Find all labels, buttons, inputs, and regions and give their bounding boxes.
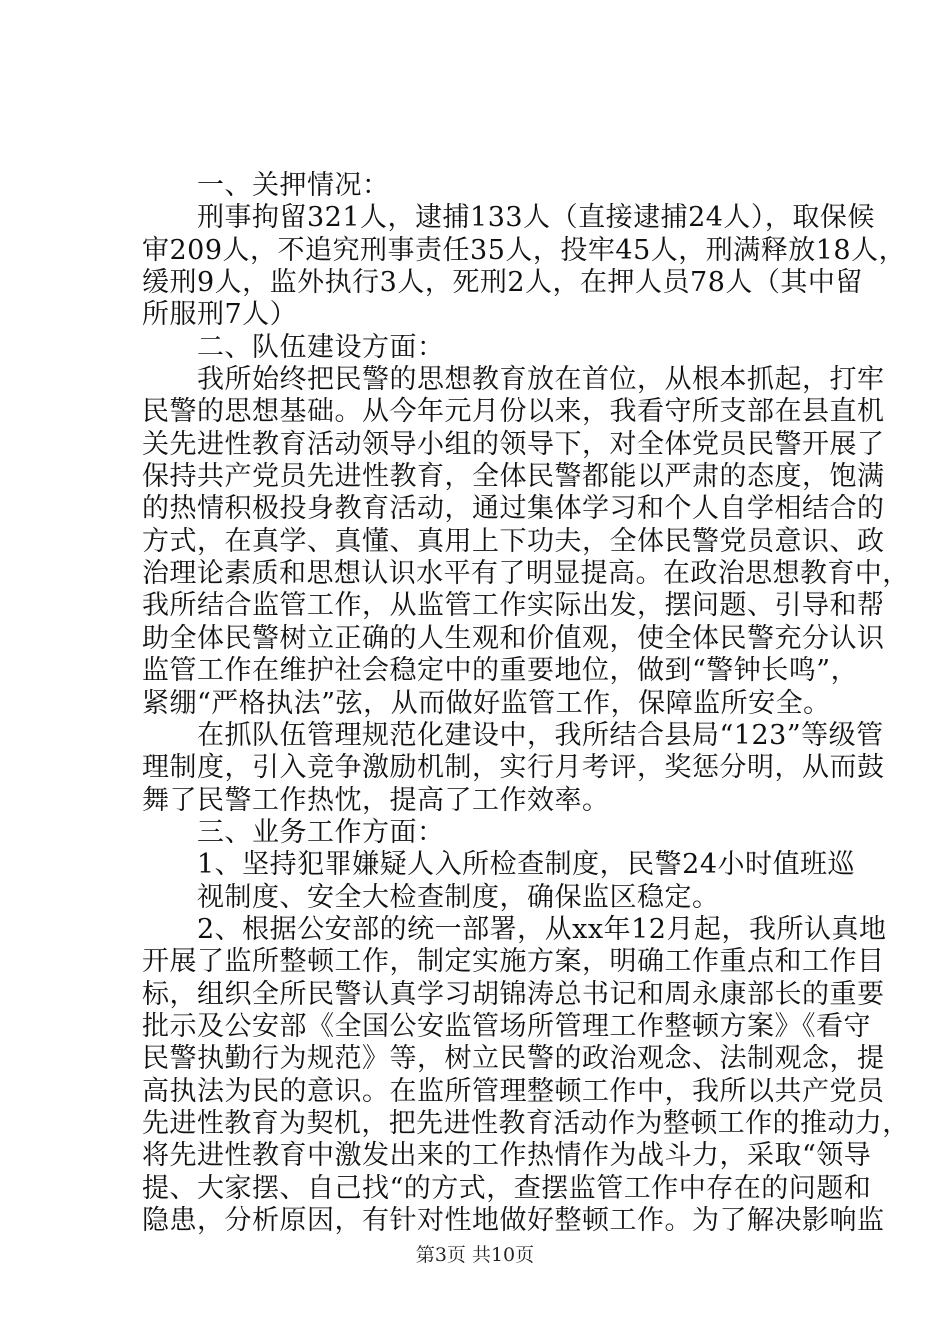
text-line: 二、队伍建设方面： (142, 332, 445, 363)
text-line: 将先进性教育中激发出来的工作热情作为战斗力，采取“领导 (142, 1140, 872, 1171)
text-line: 刑事拘留321人，逮捕133人（直接逮捕24人），取保候 (142, 202, 875, 233)
text-line: 舞了民警工作热忱，提高了工作效率。 (142, 785, 610, 816)
text-line: 隐患，分析原因，有针对性地做好整顿工作。为了解决影响监 (142, 1205, 885, 1236)
text-line: 高执法为民的意识。在监所管理整顿工作中，我所以共产党员 (142, 1076, 885, 1107)
text-line: 关先进性教育活动领导小组的领导下，对全体党员民警开展了 (142, 429, 885, 460)
page-number-footer: 第3页 共10页 (415, 1244, 535, 1266)
text-line: 民警执勤行为规范》等，树立民警的政治观念、法制观念，提 (142, 1043, 885, 1074)
text-line: 提、大家摆、自己找“的方式，查摆监管工作中存在的问题和 (142, 1173, 872, 1204)
text-line: 审209人，不追究刑事责任35人，投牢45人，刑满释放18人， (142, 235, 907, 266)
text-line: 三、业务工作方面： (142, 817, 445, 848)
text-line: 我所结合监管工作，从监管工作实际出发，摆问题、引导和帮 (142, 590, 885, 621)
text-line: 所服刑7人） (142, 299, 298, 330)
text-line: 先进性教育为契机，把先进性教育活动作为整顿工作的推动力， (142, 1108, 910, 1139)
text-line: 我所始终把民警的思想教育放在首位，从根本抓起，打牢 (142, 364, 885, 395)
text-line: 方式，在真学、真懂、真用上下功夫，全体民警党员意识、政 (142, 526, 885, 557)
text-line: 视制度、安全大检查制度，确保监区稳定。 (142, 882, 720, 913)
text-line: 2、根据公安部的统一部署，从xx年12月起，我所认真地 (142, 914, 887, 945)
text-line: 标，组织全所民警认真学习胡锦涛总书记和周永康部长的重要 (142, 979, 885, 1010)
text-line: 开展了监所整顿工作，制定实施方案，明确工作重点和工作目 (142, 946, 885, 977)
text-line: 监管工作在维护社会稳定中的重要地位，做到“警钟长鸣”， (142, 655, 859, 686)
text-line: 助全体民警树立正确的人生观和价值观，使全体民警充分认识 (142, 623, 885, 654)
text-line: 一、关押情况： (142, 170, 390, 201)
text-line: 治理论素质和思想认识水平有了明显提高。在政治思想教育中， (142, 558, 910, 589)
text-line: 的热情积极投身教育活动，通过集体学习和个人自学相结合的 (142, 493, 885, 524)
text-line: 民警的思想基础。从今年元月份以来，我看守所支部在县直机 (142, 396, 885, 427)
text-line: 批示及公安部《全国公安监管场所管理工作整顿方案》《看守 (142, 1011, 871, 1042)
text-line: 紧绷“严格执法”弦，从而做好监管工作，保障监所安全。 (142, 688, 831, 719)
text-line: 在抓队伍管理规范化建设中，我所结合县局“123”等级管 (142, 720, 884, 751)
text-line: 缓刑9人，监外执行3人，死刑2人，在押人员78人（其中留 (142, 267, 863, 298)
text-line: 理制度，引入竞争激励机制，实行月考评，奖惩分明，从而鼓 (142, 752, 885, 783)
text-line: 保持共产党员先进性教育，全体民警都能以严肃的态度，饱满 (142, 461, 885, 492)
text-line: 1、坚持犯罪嫌疑人入所检查制度，民警24小时值班巡 (142, 849, 856, 880)
